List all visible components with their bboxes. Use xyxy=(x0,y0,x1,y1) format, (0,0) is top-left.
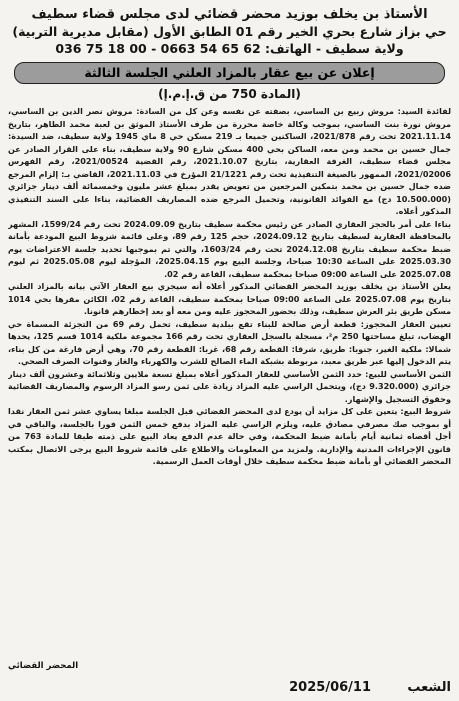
bailiff-name: الأستاذ بن يخلف بوزيد محضر قضائي لدى مجلس قضاء سطيف xyxy=(31,7,428,22)
publication-date: 2025/06/11 xyxy=(289,680,371,695)
legal-article-reference: (المادة 750 من ق.إ.م.إ) xyxy=(158,87,301,101)
body-paragraph: شروط البيع: يتعين على كل مزايد أن يودع لدى المحضر القضائي قبل الجلسة مبلغا يساوي عشر ثمن العقار نقدا أو بموجب صك مصرفي مصادق عليه، ويلزم الراسي عليه المزاد بدفع خمس الثمن فورا بالجلسة، والباقي في أجل أقصاه ثمانية أيام بأمانة ضبط المحكمة، وفي حالة عدم الدفع يعاد البيع على ذمته طبقا للمادة 763 من قانون الإجراءات المدنية والإدارية. ولمزيد من المعلومات والاطلاع على قائمة شروط البيع يرجى الاتصال بمكتب المحضر القضائي أو بأمانة ضبط محكمة سطيف خلال أوقات العمل الرسمية. xyxy=(8,406,451,466)
notice-body xyxy=(8,105,451,633)
body-paragraph: تعيين العقار المحجوز: قطعة أرض صالحة للبناء تقع ببلدية سطيف، تحمل رقم 69 من التجزئة المسماة حي الهضاب، تبلغ مساحتها 250 م²، مسجلة بالسجل العقاري تحت رقم 166 مجموعة ملكية 1014 قسم 125، يحدها شمالا: ملكية الغير، جنوبا: طريق، شرقا: القطعة رقم 68، غربا: القطعة رقم 70، وهي أرض فارغة من كل بناء، يتم الدخول إليها عبر طريق معبد، مربوطة بشبكة الماء الصالح للشرب والكهرباء والغاز وقنوات الصرف الصحي. xyxy=(8,318,451,366)
bailiff-header xyxy=(8,6,451,57)
bailiff-contact xyxy=(8,40,451,57)
newspaper-name: الشعب xyxy=(407,680,451,695)
body-paragraph: يعلن الأستاذ بن يخلف بوزيد المحضر القضائي المذكور أعلاه أنه سيجري بيع العقار الآتي بيانه بالمزاد العلني بتاريخ يوم 2025.07.08 على الساعة 09:00 صباحا بمحكمة سطيف، القاعة رقم 02، الكائن مقرها بحي 1014 مسكن طريق بئر العرش سطيف، وذلك بحضور المحجوز عليه ومن معه أو بعد إخطارهم قانونا. xyxy=(8,281,451,316)
bailiff-signature-label: المحضر القضائي xyxy=(8,661,79,671)
phone-numbers: 036 75 18 00 - 0663 54 65 62 xyxy=(55,41,261,56)
contact-label: ولاية سطيف - الهاتف: xyxy=(265,41,404,56)
body-paragraph: لفائدة السيد: مروش ربيع بن الساسي، بصفته عن نفسه وعن كل من السادة: مروش نصر الدين بن الساسي، مروش نورة بنت الساسي، بموجب وكالة خاصة محررة من طرف الأستاذ الموثق بن لعبة محمد الطاهر، بتاريخ 2021.11.14 تحت رقم 2021/878، الساكنين جميعا بـ 219 مسكن حي 8 ماي 1945 ولاية سطيف، ضد السيدة: جمال حسين بن محمد ومن معه، الساكن بحي 400 مسكن شارع 90 ولاية سطيف، بناء على القرار الصادر عن مجلس قضاء سطيف، الغرفة العقارية، بتاريخ 2021.10.07، رقم القضية 2021/00524، رقم الفهرس 2021/02006، الممهور بالصيغة التنفيذية تحت رقم 21/1221 المؤرخ في 2021.11.03، القاضي بـ: إلزام المرجع ضده جمال حسين بن محمد بتمكين المرجعين من تعويض يقدر بمبلغ عشر مليون وخمسمائة ألف دينار جزائري (10.500.000 دج) مع الفوائد القانونية، وتحميل المرجع ضده المصاريف القضائية، بناءا على السند التنفيذي المذكور أعلاه. xyxy=(8,106,451,216)
publication-footer xyxy=(8,675,451,695)
bailiff-address: حي بزاز شارع بحري الخير رقم 01 الطابق الأول (مقابل مديرية التربية) xyxy=(12,24,447,39)
body-paragraph: بناءا على أمر بالحجز العقاري الصادر عن رئيس محكمة سطيف بتاريخ 2024.09.09 تحت رقم 1599/24، المشهر بالمحافظة العقارية لسطيف بتاريخ 2024.09.12، حجم 125 رقم 89، وعلى قائمة شروط البيع المودعة بأمانة ضبط محكمة سطيف بتاريخ 2024.12.08 تحت رقم 1603/24، والتي تم بموجبها تحديد جلسة الاعتراضات يوم 2025.03.30 على الساعة 10:30 صباحا، وجلسة البيع يوم 2025.04.15، المؤجلة ليوم 2025.05.08 ثم ليوم 2025.07.08 على الساعة 09:00 صباحا بمحكمة سطيف، القاعة رقم 02. xyxy=(8,218,451,279)
body-paragraph: الثمن الأساسي للبيع: حدد الثمن الأساسي للعقار المذكور أعلاه بمبلغ تسعة ملايين وثلاثمائة وعشرون ألف دينار جزائري (9.320.000 دج)، ويتحمل الراسي عليه المزاد زيادة على ثمن رسو المزاد الرسوم والمصاريف القضائية وحقوق التسجيل والإشهار. xyxy=(8,368,451,404)
notice-title-banner: إعلان عن بيع عقار بالمزاد العلني الجلسة الثالثة xyxy=(14,62,445,84)
